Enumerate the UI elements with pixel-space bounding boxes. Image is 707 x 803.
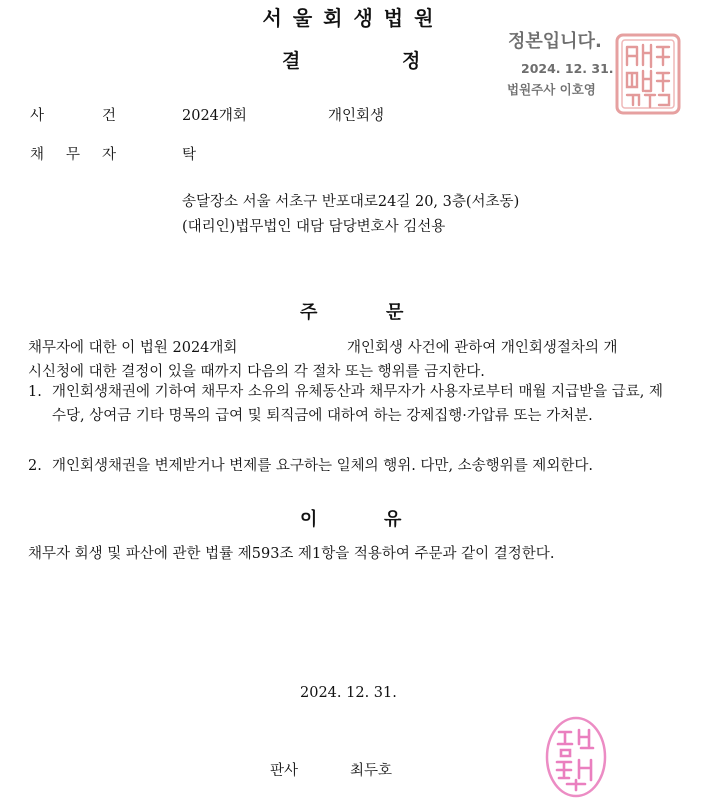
order-item-number: 1. <box>28 384 42 400</box>
case-label <box>30 104 117 125</box>
certification-label: 정본입니다. <box>508 31 602 52</box>
debtor-label <box>30 143 130 164</box>
case-name: 개인회생 <box>328 108 385 124</box>
order-item-text: 개인회생채권을 변제받거나 변제를 요구하는 일체의 행위. 다만, 소송행위를 제외한다. <box>52 458 593 474</box>
case-label-char-1: 사 <box>30 108 45 124</box>
certification-date: 2024. 12. 31. <box>521 61 614 76</box>
order-item <box>28 380 668 428</box>
document-type-char-1: 결 <box>282 50 301 72</box>
reason-text: 채무자 회생 및 파산에 관한 법률 제593조 제1항을 적용하여 주문과 같이 결정한다. <box>28 546 555 562</box>
reason-heading-char-2: 유 <box>384 509 402 530</box>
judge-title: 판사 <box>270 763 299 779</box>
debtor-name: 탁 <box>182 147 197 163</box>
order-item <box>28 454 668 478</box>
order-intro-part2: 개인회생 사건에 관하여 개인회생절차의 개 <box>347 340 618 356</box>
judge-name: 최두호 <box>350 763 393 779</box>
order-item-number: 2. <box>28 458 42 474</box>
decision-date: 2024. 12. 31. <box>300 685 397 701</box>
debtor-label-char-2: 무 <box>66 147 81 163</box>
judge-seal-icon <box>545 716 607 798</box>
certification-officer: 법원주사 이호영 <box>507 82 596 97</box>
court-name: 서울회생법원 <box>262 6 445 30</box>
order-heading-char-1: 주 <box>300 302 318 323</box>
reason-heading-char-1: 이 <box>300 509 318 530</box>
debtor-label-char-1: 채 <box>30 147 45 163</box>
order-heading-char-2: 문 <box>386 302 404 323</box>
reason-heading <box>300 505 410 531</box>
order-intro-line2: 시신청에 대한 결정이 있을 때까지 다음의 각 절차 또는 행위를 금지한다. <box>28 364 485 380</box>
service-address: 송달장소 서울 서초구 반포대로24길 20, 3층(서초동) <box>182 194 520 210</box>
order-intro-part1: 채무자에 대한 이 법원 2024개회 <box>28 340 238 356</box>
case-number: 2024개회 <box>182 108 247 124</box>
court-seal-icon <box>615 33 681 115</box>
order-heading <box>300 298 410 324</box>
debtor-agent: (대리인)법무법인 대담 담당변호사 김선용 <box>182 219 446 235</box>
debtor-label-char-3: 자 <box>102 147 117 163</box>
order-item-text: 개인회생채권에 기하여 채무자 소유의 유체동산과 채무자가 사용자로부터 매월 지급받을 급료, 제수당, 상여금 기타 명목의 급여 및 퇴직금에 대하여 하는 강제집행·가압류 또는 가처분. <box>52 384 663 424</box>
document-type-char-2: 정 <box>402 50 421 72</box>
case-label-char-2: 건 <box>102 108 117 124</box>
